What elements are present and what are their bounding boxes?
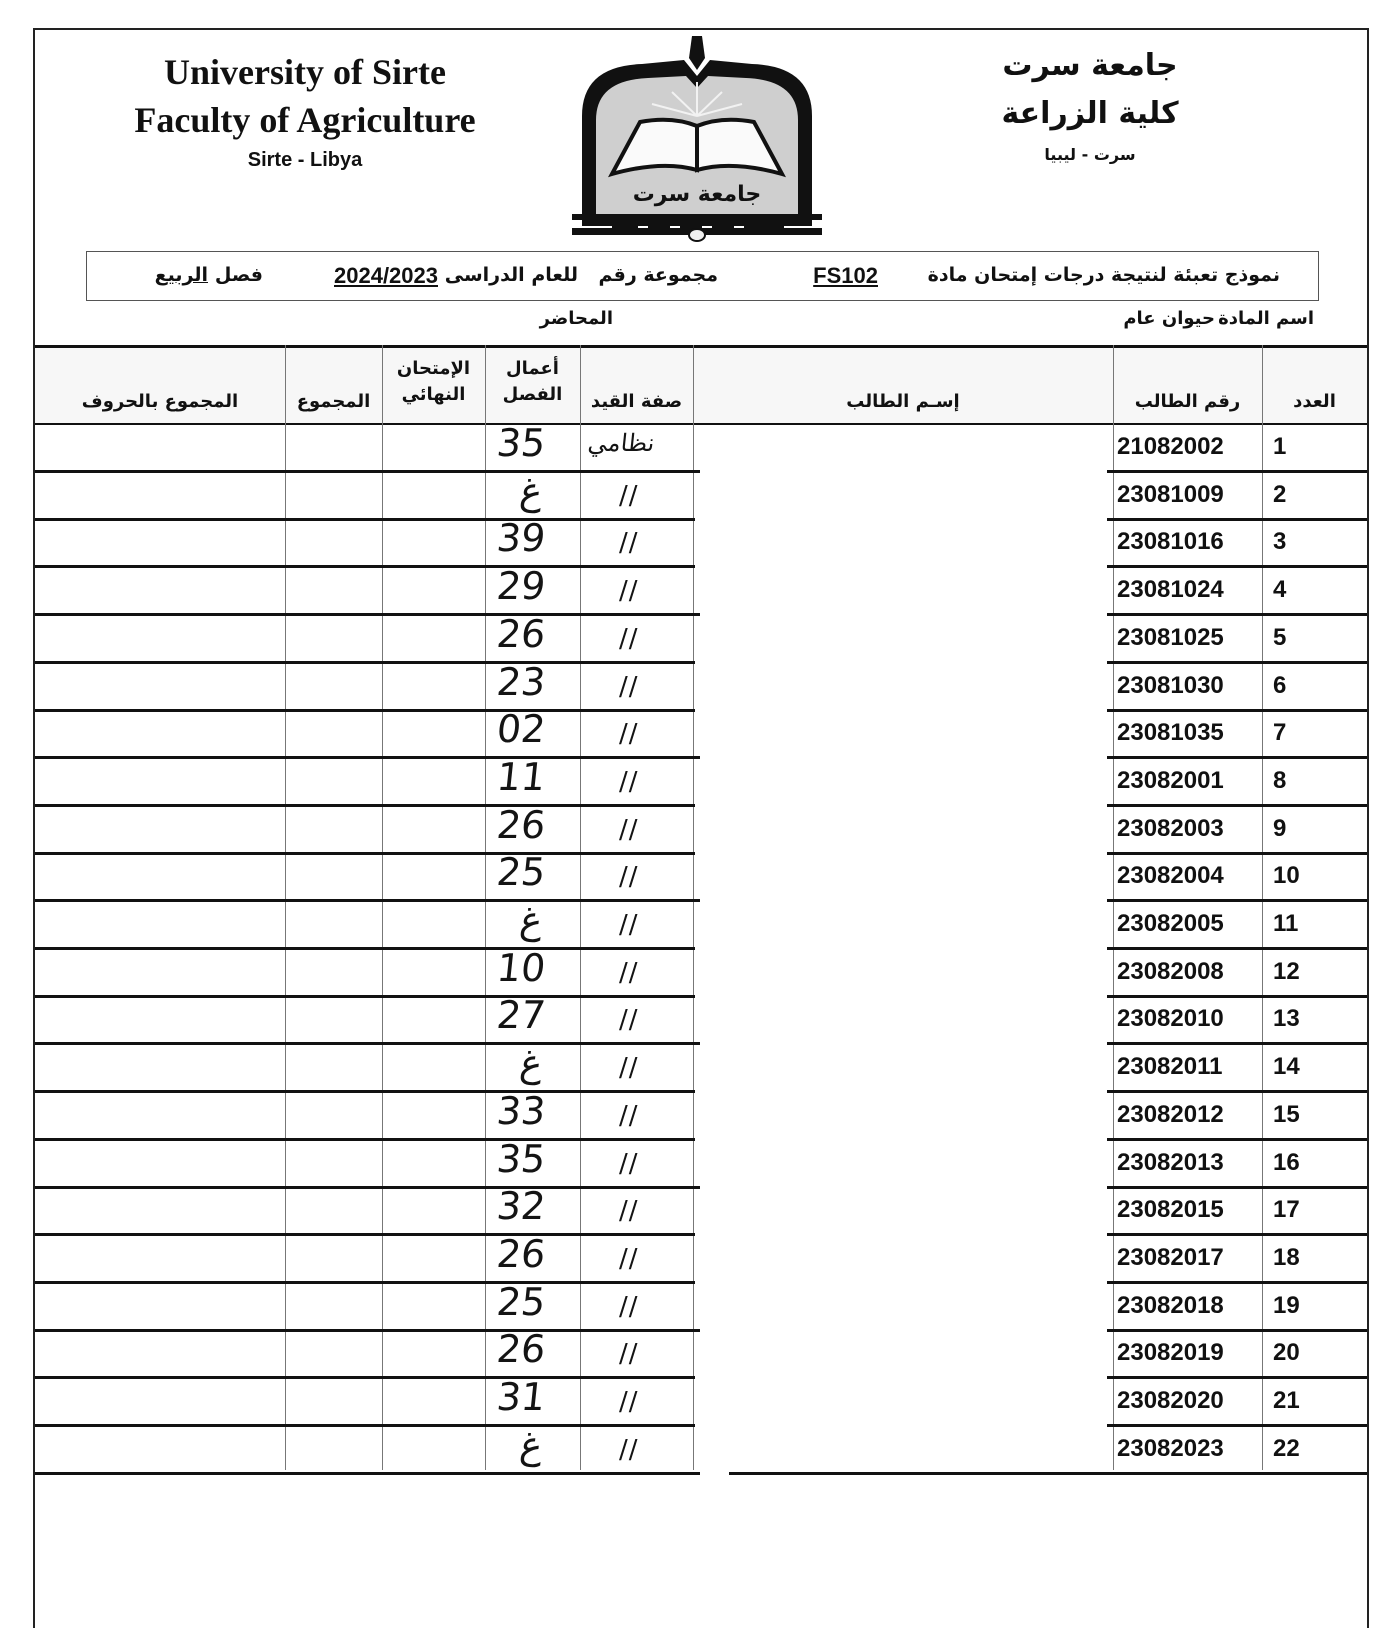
- student-id: 23082001: [1117, 766, 1224, 794]
- total-in-words-cell[interactable]: [37, 670, 283, 706]
- total-in-words-cell[interactable]: [37, 717, 283, 753]
- enrollment-status-ditto: //: [619, 671, 639, 702]
- coursework-grade: 02: [494, 707, 548, 752]
- course-code: FS102: [813, 263, 878, 288]
- enrollment-status-ditto: //: [619, 1005, 639, 1036]
- coursework-grade: 35: [494, 1136, 548, 1181]
- total-in-words-cell[interactable]: [37, 1242, 283, 1278]
- coursework-grade: 25: [494, 1279, 548, 1324]
- student-name-cell[interactable]: [695, 1433, 1111, 1469]
- student-id: 23082008: [1117, 957, 1224, 985]
- row-index: 13: [1273, 1005, 1300, 1033]
- total-in-words-cell[interactable]: [37, 526, 283, 562]
- table-row: [35, 1327, 1367, 1379]
- total-in-words-cell[interactable]: [37, 1194, 283, 1230]
- student-name-cell[interactable]: [695, 860, 1111, 896]
- row-index: 2: [1273, 480, 1287, 508]
- final-exam-cell[interactable]: [384, 1385, 483, 1421]
- form-title: نموذج تعبئة لنتيجة درجات إمتحان مادة: [927, 264, 1280, 286]
- enrollment-status-ditto: //: [619, 719, 639, 750]
- table-row: [35, 421, 1367, 473]
- student-id: 21082002: [1117, 433, 1224, 460]
- row-index: 9: [1273, 814, 1287, 842]
- row-index: 17: [1273, 1196, 1300, 1224]
- col-total-in-words: المجموع بالحروف: [81, 391, 239, 412]
- student-name-cell[interactable]: [695, 717, 1111, 753]
- english-header: [95, 48, 515, 176]
- enrollment-status-ditto: //: [619, 1243, 639, 1274]
- student-name-cell[interactable]: [695, 908, 1111, 944]
- student-id: 23082004: [1117, 862, 1224, 890]
- coursework-grade: 33: [494, 1088, 548, 1133]
- row-index: 21: [1273, 1387, 1300, 1414]
- total-in-words-cell[interactable]: [37, 1051, 283, 1087]
- table-row: [35, 850, 1367, 902]
- total-cell[interactable]: [287, 1385, 380, 1421]
- row-divider: [35, 1472, 700, 1475]
- enrollment-status-ditto: //: [619, 1434, 639, 1465]
- student-id: 23082012: [1117, 1100, 1224, 1128]
- subject-label: اسم المادة: [1218, 308, 1314, 329]
- total-in-words-cell[interactable]: [37, 1147, 283, 1183]
- coursework-grade: 29: [494, 564, 548, 609]
- row-index: 6: [1273, 671, 1287, 699]
- coursework-grade: غ: [517, 1041, 545, 1086]
- total-cell[interactable]: [287, 1147, 380, 1183]
- total-cell[interactable]: [287, 1337, 380, 1373]
- table-row: [35, 516, 1367, 568]
- row-index: 5: [1273, 623, 1287, 651]
- enrollment-status-ditto: //: [619, 528, 639, 559]
- svg-text:جامعة سرت: جامعة سرت: [632, 182, 762, 207]
- student-id: 23081035: [1117, 719, 1224, 747]
- student-id: 23081024: [1117, 576, 1224, 604]
- col-total: المجموع: [296, 391, 371, 412]
- table-row: [35, 564, 1367, 616]
- university-name-ar: جامعة سرت: [1002, 48, 1178, 83]
- student-id: 23082005: [1117, 910, 1224, 937]
- table-row: [35, 707, 1367, 759]
- student-name-cell[interactable]: [695, 1051, 1111, 1087]
- enrollment-status-ditto: //: [619, 576, 639, 607]
- enrollment-status-ditto: //: [619, 1100, 639, 1131]
- total-cell[interactable]: [287, 813, 380, 849]
- student-name-cell[interactable]: [695, 1099, 1111, 1135]
- coursework-grade: 32: [494, 1184, 548, 1229]
- total-in-words-cell[interactable]: [37, 1099, 283, 1135]
- student-name-cell[interactable]: [695, 622, 1111, 658]
- total-in-words-cell[interactable]: [37, 860, 283, 896]
- student-id: 23081016: [1117, 528, 1224, 556]
- academic-year: 2024/2023: [334, 263, 438, 288]
- table-row: [35, 898, 1367, 950]
- table-row: [35, 1088, 1367, 1141]
- table-row: [35, 1231, 1367, 1284]
- student-name-cell[interactable]: [695, 1290, 1111, 1326]
- enrollment-status-ditto: //: [619, 1291, 639, 1322]
- row-index: 19: [1273, 1291, 1300, 1319]
- coursework-grade: 35: [494, 421, 548, 465]
- final-exam-cell[interactable]: [384, 1242, 483, 1278]
- coursework-grade: 31: [494, 1375, 548, 1419]
- final-exam-cell[interactable]: [384, 431, 483, 467]
- year-label: للعام الدراسى: [444, 264, 578, 286]
- total-cell[interactable]: [287, 622, 380, 658]
- total-in-words-cell[interactable]: [37, 431, 283, 467]
- final-exam-cell[interactable]: [384, 1337, 483, 1373]
- row-index: 14: [1273, 1053, 1300, 1081]
- total-in-words-cell[interactable]: [37, 574, 283, 610]
- enrollment-status-ditto: //: [619, 910, 639, 940]
- col-student-id: رقم الطالب: [1134, 391, 1241, 412]
- row-index: 15: [1273, 1100, 1300, 1128]
- university-name-en: University of Sirte: [164, 52, 446, 92]
- student-id: 23081009: [1117, 480, 1224, 508]
- table-row: [35, 1375, 1367, 1427]
- total-cell[interactable]: [287, 956, 380, 992]
- faculty-name-ar: كلية الزراعة: [1001, 96, 1179, 131]
- final-exam-cell[interactable]: [384, 860, 483, 896]
- row-index: 3: [1273, 528, 1287, 556]
- student-name-cell[interactable]: [695, 1194, 1111, 1230]
- col-coursework: أعمال الفصل: [502, 357, 563, 405]
- final-exam-cell[interactable]: [384, 956, 483, 992]
- student-id: 23082003: [1117, 814, 1224, 842]
- total-in-words-cell[interactable]: [37, 1003, 283, 1039]
- total-cell[interactable]: [287, 860, 380, 896]
- final-exam-cell[interactable]: [384, 1290, 483, 1326]
- row-index: 18: [1273, 1243, 1300, 1271]
- total-cell[interactable]: [287, 574, 380, 610]
- semester-value: الربيع: [154, 264, 208, 286]
- student-id: 23082011: [1117, 1053, 1223, 1081]
- student-id: 23082015: [1117, 1196, 1224, 1224]
- col-enrollment-status: صفة القيد: [590, 391, 683, 412]
- total-in-words-cell[interactable]: [37, 479, 283, 515]
- student-id: 23082019: [1117, 1339, 1224, 1367]
- enrollment-status-ditto: //: [619, 623, 639, 654]
- row-index: 10: [1273, 862, 1300, 890]
- coursework-grade: 10: [494, 945, 548, 990]
- coursework-grade: غ: [517, 898, 545, 942]
- student-id: 23082010: [1117, 1005, 1224, 1033]
- total-in-words-cell[interactable]: [37, 622, 283, 658]
- faculty-name-en: Faculty of Agriculture: [134, 100, 476, 140]
- table-row: [35, 802, 1367, 855]
- coursework-grade: 26: [494, 802, 548, 847]
- row-index: 12: [1273, 957, 1300, 985]
- coursework-grade: 26: [494, 611, 548, 656]
- enrollment-status-ditto: //: [619, 1339, 639, 1370]
- total-in-words-cell[interactable]: [37, 1433, 283, 1469]
- enrollment-status-ditto: //: [619, 814, 639, 845]
- total-cell[interactable]: [287, 526, 380, 562]
- student-name-cell[interactable]: [695, 1337, 1111, 1373]
- enrollment-status-ditto: //: [619, 480, 639, 511]
- group-label: مجموعة رقم: [598, 264, 718, 286]
- student-name-cell[interactable]: [695, 670, 1111, 706]
- total-cell[interactable]: [287, 1003, 380, 1039]
- coursework-grade: غ: [517, 1422, 545, 1467]
- total-in-words-cell[interactable]: [37, 813, 283, 849]
- student-name-cell[interactable]: [695, 956, 1111, 992]
- student-id: 23081030: [1117, 671, 1224, 699]
- table-row: [35, 1422, 1367, 1475]
- total-cell[interactable]: [287, 1433, 380, 1469]
- location-ar: سرت - ليبيا: [1044, 145, 1136, 164]
- enrollment-status-ditto: //: [619, 862, 639, 893]
- student-name-cell[interactable]: [695, 574, 1111, 610]
- arabic-header: [990, 42, 1190, 172]
- total-in-words-cell[interactable]: [37, 956, 283, 992]
- row-index: 8: [1273, 766, 1287, 794]
- final-exam-cell[interactable]: [384, 908, 483, 944]
- table-row: [35, 1279, 1367, 1332]
- final-exam-cell[interactable]: [384, 1147, 483, 1183]
- final-exam-cell[interactable]: [384, 813, 483, 849]
- total-in-words-cell[interactable]: [37, 1337, 283, 1373]
- total-cell[interactable]: [287, 479, 380, 515]
- enrollment-status-ditto: //: [619, 1053, 639, 1084]
- student-id: 23082013: [1117, 1148, 1224, 1176]
- coursework-grade: غ: [517, 468, 545, 513]
- final-exam-cell[interactable]: [384, 526, 483, 562]
- enrollment-status-ditto: //: [619, 1196, 639, 1227]
- student-name-cell[interactable]: [695, 765, 1111, 801]
- total-cell[interactable]: [287, 717, 380, 753]
- row-index: 11: [1273, 910, 1299, 937]
- student-name-cell[interactable]: [695, 431, 1111, 467]
- total-in-words-cell[interactable]: [37, 1290, 283, 1326]
- total-cell[interactable]: [287, 1051, 380, 1087]
- student-id: 23082023: [1117, 1434, 1224, 1462]
- total-in-words-cell[interactable]: [37, 908, 283, 944]
- total-in-words-cell[interactable]: [37, 1385, 283, 1421]
- final-exam-cell[interactable]: [384, 1099, 483, 1135]
- coursework-grade: 23: [494, 659, 548, 704]
- enrollment-status-ditto: //: [619, 1387, 639, 1417]
- total-cell[interactable]: [287, 431, 380, 467]
- student-id: 23082018: [1117, 1291, 1224, 1319]
- final-exam-cell[interactable]: [384, 479, 483, 515]
- total-cell[interactable]: [287, 1290, 380, 1326]
- total-cell[interactable]: [287, 765, 380, 801]
- table-row: [35, 1184, 1367, 1236]
- total-cell[interactable]: [287, 670, 380, 706]
- table-row: [35, 468, 1367, 521]
- student-name-cell[interactable]: [695, 1147, 1111, 1183]
- student-name-cell[interactable]: [695, 526, 1111, 562]
- final-exam-cell[interactable]: [384, 717, 483, 753]
- coursework-grade: 26: [494, 1327, 548, 1372]
- total-cell[interactable]: [287, 1099, 380, 1135]
- enrollment-status-ditto: //: [619, 1148, 639, 1179]
- total-cell[interactable]: [287, 1194, 380, 1230]
- subject-name: حيوان عام: [1123, 308, 1215, 329]
- student-id: 23081025: [1117, 623, 1224, 651]
- total-cell[interactable]: [287, 1242, 380, 1278]
- coursework-grade: 26: [494, 1231, 548, 1276]
- total-cell[interactable]: [287, 908, 380, 944]
- row-index: 7: [1273, 719, 1287, 747]
- row-index: 20: [1273, 1339, 1300, 1367]
- row-index: 1: [1273, 433, 1287, 460]
- table-row: [35, 993, 1367, 1045]
- table-row: [35, 659, 1367, 712]
- table-header: [35, 345, 1367, 425]
- final-exam-cell[interactable]: [384, 622, 483, 658]
- final-exam-cell[interactable]: [384, 1194, 483, 1230]
- student-id: 23082017: [1117, 1243, 1224, 1271]
- final-exam-cell[interactable]: [384, 1051, 483, 1087]
- final-exam-cell[interactable]: [384, 670, 483, 706]
- open-book-logo-icon: [572, 36, 822, 242]
- col-student-name: إسـم الطالب: [846, 391, 960, 412]
- col-final-exam: الإمتحان النهائي: [396, 357, 471, 405]
- row-index: 16: [1273, 1148, 1300, 1176]
- col-index: العدد: [1293, 391, 1336, 412]
- table-row: [35, 754, 1367, 807]
- final-exam-cell[interactable]: [384, 1003, 483, 1039]
- enrollment-status: نظامي: [586, 429, 657, 457]
- student-name-cell[interactable]: [695, 1003, 1111, 1039]
- coursework-grade: 11: [494, 754, 548, 799]
- student-name-cell[interactable]: [695, 1242, 1111, 1278]
- table-row: [35, 945, 1367, 998]
- row-index: 22: [1273, 1434, 1300, 1462]
- table-row: [35, 1041, 1367, 1093]
- form-title-box: [86, 251, 1319, 301]
- semester-label: فصل: [214, 264, 263, 286]
- coursework-grade: 27: [494, 993, 548, 1038]
- total-in-words-cell[interactable]: [37, 765, 283, 801]
- student-id: 23082020: [1117, 1387, 1224, 1414]
- enrollment-status-ditto: //: [619, 766, 639, 797]
- final-exam-cell[interactable]: [384, 574, 483, 610]
- enrollment-status-ditto: //: [619, 957, 639, 988]
- row-divider: [729, 1472, 1367, 1475]
- location-en: Sirte - Libya: [247, 149, 363, 171]
- table-row: [35, 611, 1367, 664]
- student-name-cell[interactable]: [695, 813, 1111, 849]
- student-name-cell[interactable]: [695, 1385, 1111, 1421]
- table-row: [35, 1136, 1367, 1189]
- final-exam-cell[interactable]: [384, 1433, 483, 1469]
- coursework-grade: 39: [494, 516, 548, 561]
- lecturer-label: المحاضر: [539, 308, 613, 329]
- final-exam-cell[interactable]: [384, 765, 483, 801]
- coursework-grade: 25: [494, 850, 548, 895]
- student-name-cell[interactable]: [695, 479, 1111, 515]
- row-index: 4: [1273, 576, 1287, 604]
- university-logo: [572, 36, 822, 242]
